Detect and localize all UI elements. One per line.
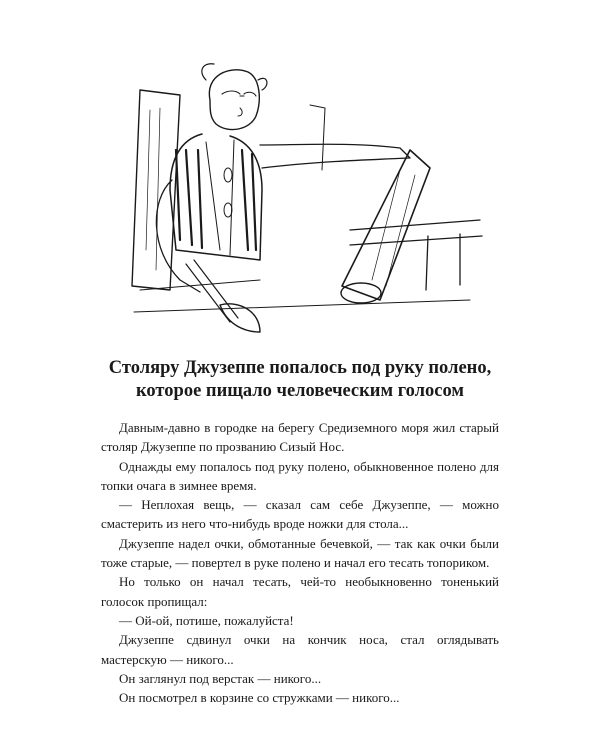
chapter-title: [60, 357, 540, 403]
chapter-title-line-2: которое пищало человеческим голосом: [136, 381, 464, 401]
story-text: [101, 418, 499, 707]
paragraph: — Неплохая вещь, — сказал сам себе Джузеппе, — можно смастерить из него что-нибудь вроде ножки для стола...: [101, 497, 499, 532]
paragraph: — Ой-ой, потише, пожалуйста!: [119, 612, 294, 628]
paragraph: Он посмотрел в корзине со стружками — никого...: [119, 690, 400, 706]
paragraph: Джузеппе надел очки, обмотанные бечевкой, — так как очки были тоже старые, — повертел в руке полено и начал его тесать топориком.: [101, 535, 499, 571]
paragraph: Он заглянул под верстак — никого...: [119, 670, 322, 686]
illustration-carpenter-with-log: [110, 50, 490, 350]
paragraph: Давным-давно в городке на берегу Средиземного моря жил старый столяр Джузеппе по прозванию Сизый Нос.: [101, 420, 499, 455]
paragraph: Но только он начал тесать, чей-то необыкновенно тоненький голосок пропищал:: [101, 574, 499, 609]
chapter-title-line-1: Столяру Джузеппе попалось под руку полено,: [108, 358, 492, 378]
paragraph: Джузеппе сдвинул очки на кончик носа, стал оглядывать мастерскую — никого...: [101, 632, 499, 667]
paragraph: Однажды ему попалось под руку полено, обыкновенное полено для топки очага в зимнее время.: [101, 458, 499, 493]
